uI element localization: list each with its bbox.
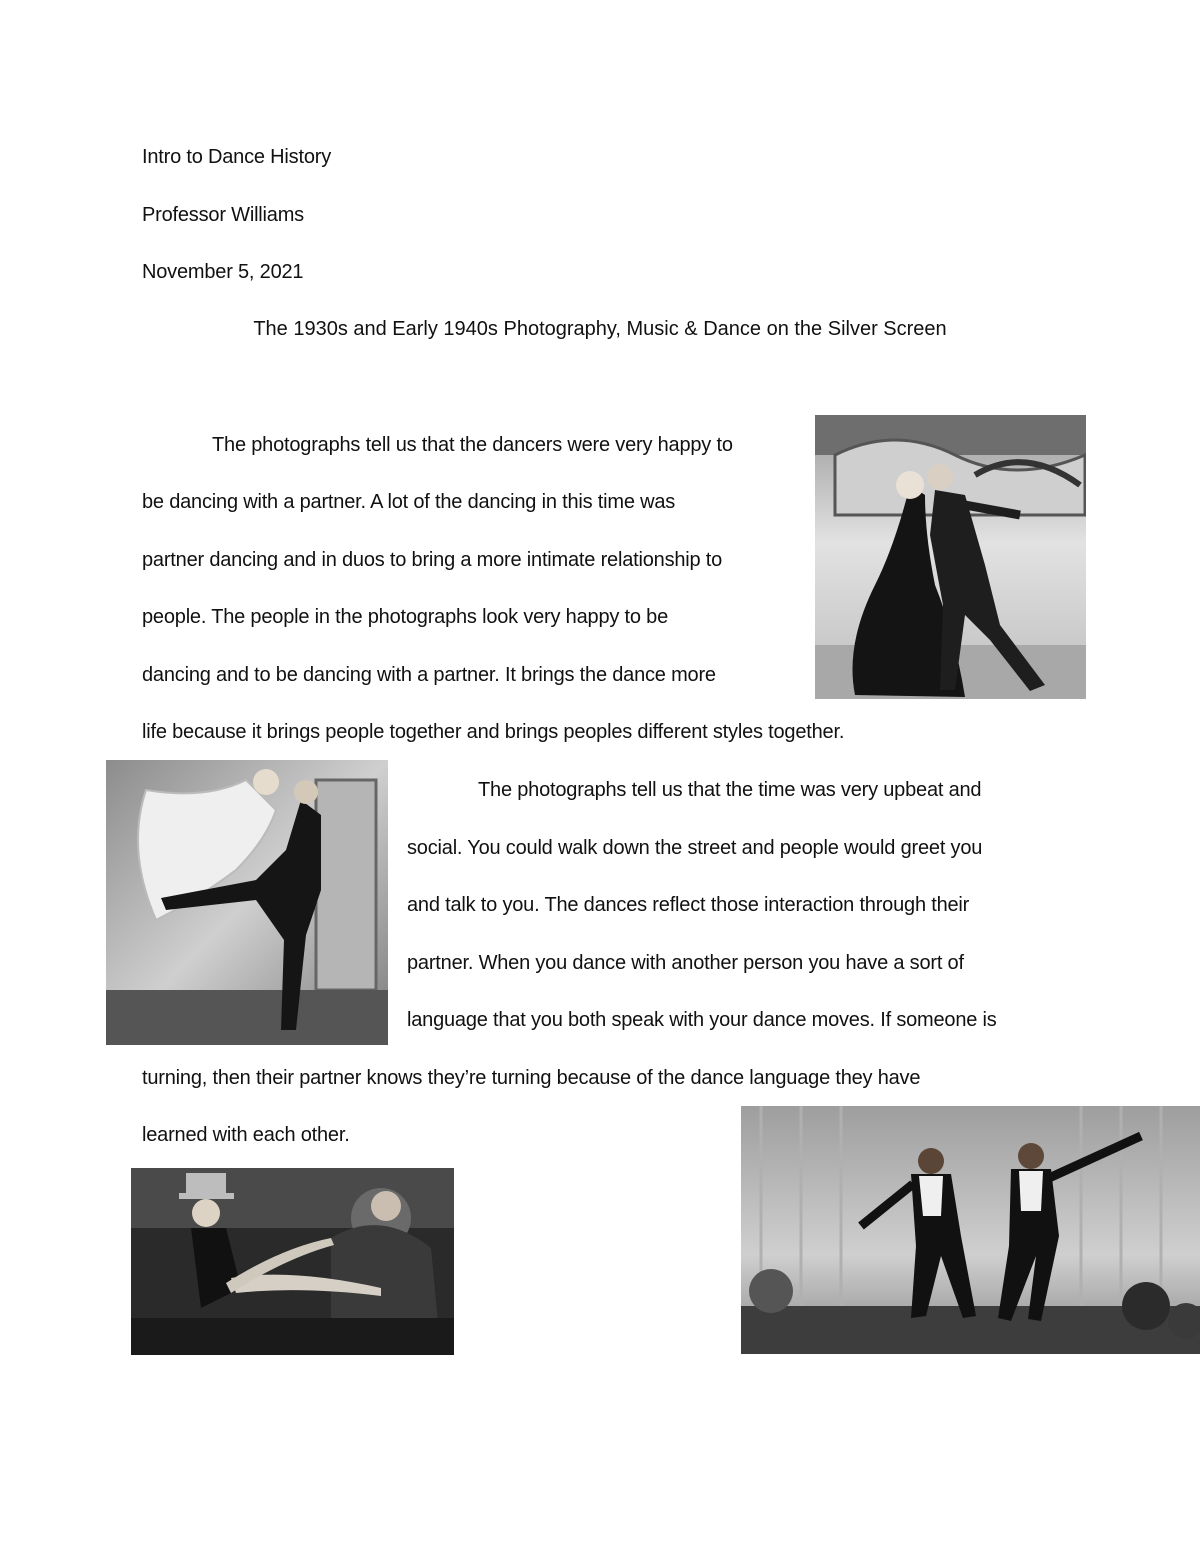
paragraph2-line: The photographs tell us that the time was very upbeat and — [478, 779, 982, 801]
dance-photo-cabaret — [131, 1168, 454, 1355]
paragraph1-line: life because it brings people together and brings peoples different styles together. — [142, 721, 845, 743]
paragraph2-line: partner. When you dance with another person you have a sort of — [407, 952, 964, 974]
paragraph2-line: language that you both speak with your dance moves. If someone is — [407, 1009, 997, 1031]
paragraph1-line: dancing and to be dancing with a partner. It brings the dance more — [142, 664, 716, 686]
paragraph2-line: social. You could walk down the street and people would greet you — [407, 837, 983, 859]
paragraph2-line: and talk to you. The dances reflect those interaction through their — [407, 894, 970, 916]
paragraph1-line: be dancing with a partner. A lot of the dancing in this time was — [142, 491, 676, 513]
document-date: November 5, 2021 — [142, 261, 304, 283]
dance-photo-tap-duo — [741, 1106, 1200, 1354]
dance-photo-couple-leap — [106, 760, 388, 1045]
paragraph2-line: turning, then their partner knows they’re turning because of the dance language they have — [142, 1067, 921, 1089]
paragraph1-line: people. The people in the photographs look very happy to be — [142, 606, 669, 628]
paragraph1-line: partner dancing and in duos to bring a more intimate relationship to — [142, 549, 723, 571]
dance-photo-couple-ballroom — [815, 415, 1086, 699]
paragraph1-line: The photographs tell us that the dancers were very happy to — [212, 434, 733, 456]
course-name: Intro to Dance History — [142, 146, 332, 168]
document-title: The 1930s and Early 1940s Photography, Music & Dance on the Silver Screen — [253, 318, 947, 340]
paragraph2-line: learned with each other. — [142, 1124, 350, 1146]
professor-name: Professor Williams — [142, 204, 304, 226]
